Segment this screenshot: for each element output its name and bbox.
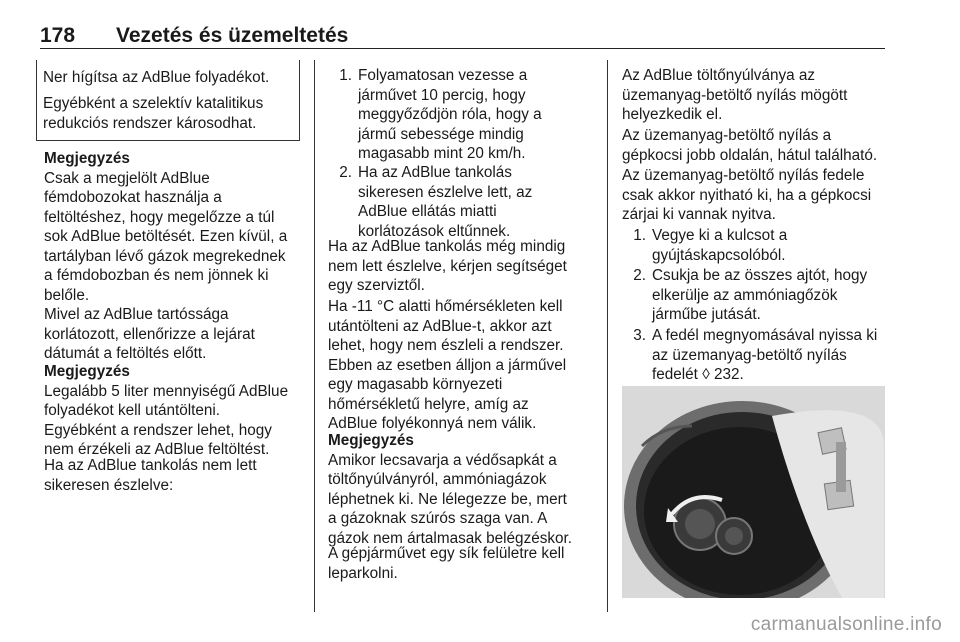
text-line: Vegye ki a kulcsot a [652,227,788,244]
note-line: Legalább 5 liter mennyiségű AdBlue [44,382,289,400]
text-line: hőmérsékletű helyre, amíg az [328,395,529,413]
text-line: jármű sebessége mindig [358,125,524,143]
text-line: Ha az AdBlue tankolás még mindig [328,238,566,255]
list-number: 3. [633,327,646,344]
note-line: gázok nem ártalmasak belégzéskor. [328,529,573,547]
text-line: korlátozott, ellenőrizze a lejárat [44,325,255,343]
text-line: gyújtáskapcsolóból. [652,246,786,264]
text-line: Ebben az esetben álljon a járművel [328,356,567,374]
text-line: nem lett észlelve, kérjen segítséget [328,257,567,275]
text-line: sikeresen észlelve lett, az [358,183,533,201]
note-line: a fémdobozban és nem jönnek ki [44,267,269,284]
text-line: sikeresen észlelve: [44,476,174,494]
note-line: Amikor lecsavarja a védősapkát a [328,451,557,469]
text-line: egy szerviztől. [328,277,425,294]
text-line: lehet, hogy nem észleli a rendszer. [328,337,564,354]
text-line: A gépjárművet egy sík felületre kell [328,545,565,562]
note-line: belőle. [44,286,90,304]
text-line: Az üzemanyag-betöltő nyílás fedele [622,167,865,184]
note-title: Megjegyzés [44,150,130,167]
text-line: utántölteni az AdBlue-t, akkor azt [328,317,552,335]
note-line: Csak a megjelölt AdBlue [44,169,210,187]
page-ref-icon: ◊ [702,366,710,383]
text-line: elkerülje az ammóniagőzök [652,286,838,304]
text-line: fedelét [652,366,698,383]
note-line: töltőnyúlványról, ammóniagázok [328,471,547,488]
text-line: AdBlue folyékonnyá nem válik. [328,415,537,432]
paragraph [44,305,304,364]
note-title: Megjegyzés [44,363,130,380]
chapter-title: Vezetés és üzemeltetés [116,24,349,47]
paragraph [44,456,304,495]
warning-box [36,60,300,141]
note-2 [44,362,304,460]
note-line: a gázoknak szúrós szaga van. A [328,510,548,527]
text-line: A fedél megnyomásával nyissa ki [652,327,878,344]
text-line: Csukja be az összes ajtót, hogy [652,267,868,284]
text-line: leparkolni. [328,564,398,582]
warning-line: Ner hígítsa az AdBlue folyadékot. [43,69,270,86]
text-line: Ha -11 °C alatti hőmérsékleten kell [328,298,563,315]
fuel-filler-illustration [622,386,885,598]
note-line: tartályban lévő gázok megrekednek [44,247,286,265]
text-line: csak akkor nyitható ki, ha a gépkocsi [622,186,872,204]
page-number: 178 [40,24,76,47]
note-line: fémdobozokat használja a [44,189,222,206]
text-line: Folyamatosan vezesse a [358,67,528,84]
text-line: Az AdBlue töltőnyúlványa az [622,67,816,84]
warning-line: redukciós rendszer károsodhat. [43,114,257,132]
page-header [40,14,885,49]
note [328,431,598,548]
column-divider [607,60,608,612]
text-line: az üzemanyag-betöltő nyílás [652,346,847,364]
note-line: sok AdBlue betöltését. Ezen kívül, a [44,228,288,245]
text-line: magasabb mint 20 km/h. [358,145,526,162]
paragraph [328,297,598,434]
list-number: 2. [633,267,646,284]
text-line: Mivel az AdBlue tartóssága [44,306,229,323]
text-line: járművet 10 percig, hogy [358,86,526,104]
paragraph [328,237,598,296]
paragraph [328,544,598,583]
note-1 [44,149,304,305]
list-number: 1. [633,227,646,244]
note-line: nem érzékeli az AdBlue feltöltést. [44,441,270,458]
column-divider [314,60,315,612]
page-ref-link[interactable]: 232. [714,366,744,383]
text-line-with-ref [652,365,890,385]
text-line: üzemanyag-betöltő nyílás mögött [622,86,848,104]
text-line: Ha az AdBlue tankolás nem lett [44,457,257,474]
text-line: egy magasabb környezeti [328,376,503,393]
note-line: Egyébként a rendszer lehet, hogy [44,421,272,439]
text-line: járműbe jutását. [652,306,761,323]
text-line: gépkocsi jobb oldalán, hátul található. [622,146,878,164]
text-line: helyezkedik el. [622,106,723,123]
text-line: meggyőződjön róla, hogy a [358,106,542,123]
paragraph [622,66,890,125]
text-line: Ha az AdBlue tankolás [358,164,512,181]
list-number: 2. [339,164,352,181]
list-number: 1. [339,67,352,84]
note-title: Megjegyzés [328,432,414,449]
text-line: AdBlue ellátás miatti [358,203,497,220]
text-line: korlátozások eltűnnek. [358,222,511,240]
text-line: Az üzemanyag-betöltő nyílás a [622,127,832,144]
fuel-filler-photo [622,386,885,598]
note-line: feltöltéshez, hogy megelőzze a túl [44,208,275,226]
paragraph [622,166,890,225]
text-line: zárjai ki vannak nyitva. [622,206,776,223]
note-line: folyadékot kell utántölteni. [44,402,221,419]
warning-line: Egyébként a szelektív katalitikus [43,95,264,112]
text-line: dátumát a feltöltés előtt. [44,345,207,362]
watermark: carmanualsonline.info [750,614,942,635]
paragraph [622,126,890,165]
note-line: léphetnek ki. Ne lélegezze be, mert [328,490,567,508]
